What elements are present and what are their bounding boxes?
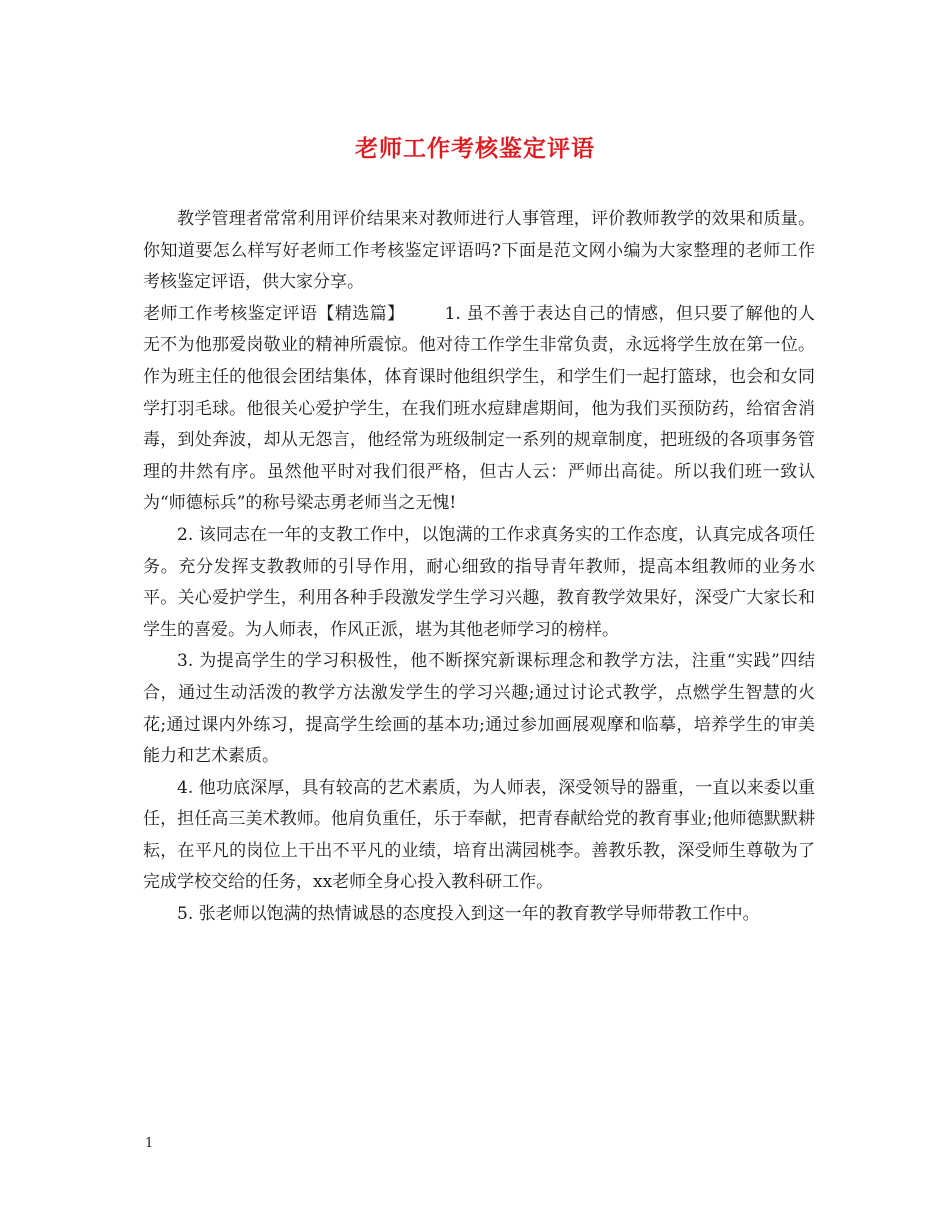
item-paragraph-2: 2. 该同志在一年的支教工作中，以饱满的工作求真务实的工作态度，认真完成各项任务。充分发挥支教教师的引导作用，耐心细致的指导青年教师，提高本组教师的业务水平。关心爱护学生，利用各种手段激发学生学习兴趣，教育教学效果好，深受广大家长和学生的喜爱。为人师表，作风正派，堪为其他老师学习的榜样。: [143, 524, 815, 640]
item-paragraph-5: 5. 张老师以饱满的热情诚恳的态度投入到这一年的教育教学导师带教工作中。: [177, 904, 760, 925]
item-1-text: 1. 虽不善于表达自己的情感，但只要了解他的人无不为他那爱岗敬业的精神所震惊。他对待工作学生非常负责，永远将学生放在第一位。作为班主任的他很会团结集体，体育课时他组织学生，和学生们一起打篮球，也会和女同学打羽毛球。他很关心爱护学生，在我们班水痘肆虐期间，他为我们买预防药，给宿舍消毒，到处奔波，却从无怨言，他经常为班级制定一系列的规章制度，把班级的各项事务管理的井然有序。虽然他平时对我们很严格，但古人云：严师出高徒。所以我们班一致认为“师德标兵”的称号梁志勇老师当之无愧!: [143, 303, 816, 514]
page-number: 1: [145, 1136, 154, 1151]
item-paragraph-3: 3. 为提高学生的学习积极性，他不断探究新课标理念和教学方法，注重“实践”四结合，通过生动活泼的教学方法激发学生的学习兴趣;通过讨论式教学，点燃学生智慧的火花;通过课内外练习，提高学生绘画的基本功;通过参加画展观摩和临摹，培养学生的审美能力和艺术素质。: [143, 651, 815, 767]
item-paragraph-4: 4. 他功底深厚，具有较高的艺术素质，为人师表，深受领导的器重，一直以来委以重任，担任高三美术教师。他肩负重任，乐于奉献，把青春献给党的教育事业;他师德默默耕耘，在平凡的岗位上干出不平凡的业绩，培育出满园桃李。善教乐教，深受师生尊敬为了完成学校交给的任务，xx老师全身心投入教科研工作。: [143, 777, 815, 893]
document-body: [143, 204, 815, 931]
section-heading: 老师工作考核鉴定评语【精选篇】: [143, 303, 405, 324]
item-paragraph-1: [143, 299, 815, 520]
document-title: 老师工作考核鉴定评语: [355, 135, 595, 162]
intro-paragraph: 教学管理者常常利用评价结果来对教师进行人事管理，评价教师教学的效果和质量。你知道要怎么样写好老师工作考核鉴定评语吗?下面是范文网小编为大家整理的老师工作考核鉴定评语，供大家分享。: [143, 209, 815, 293]
